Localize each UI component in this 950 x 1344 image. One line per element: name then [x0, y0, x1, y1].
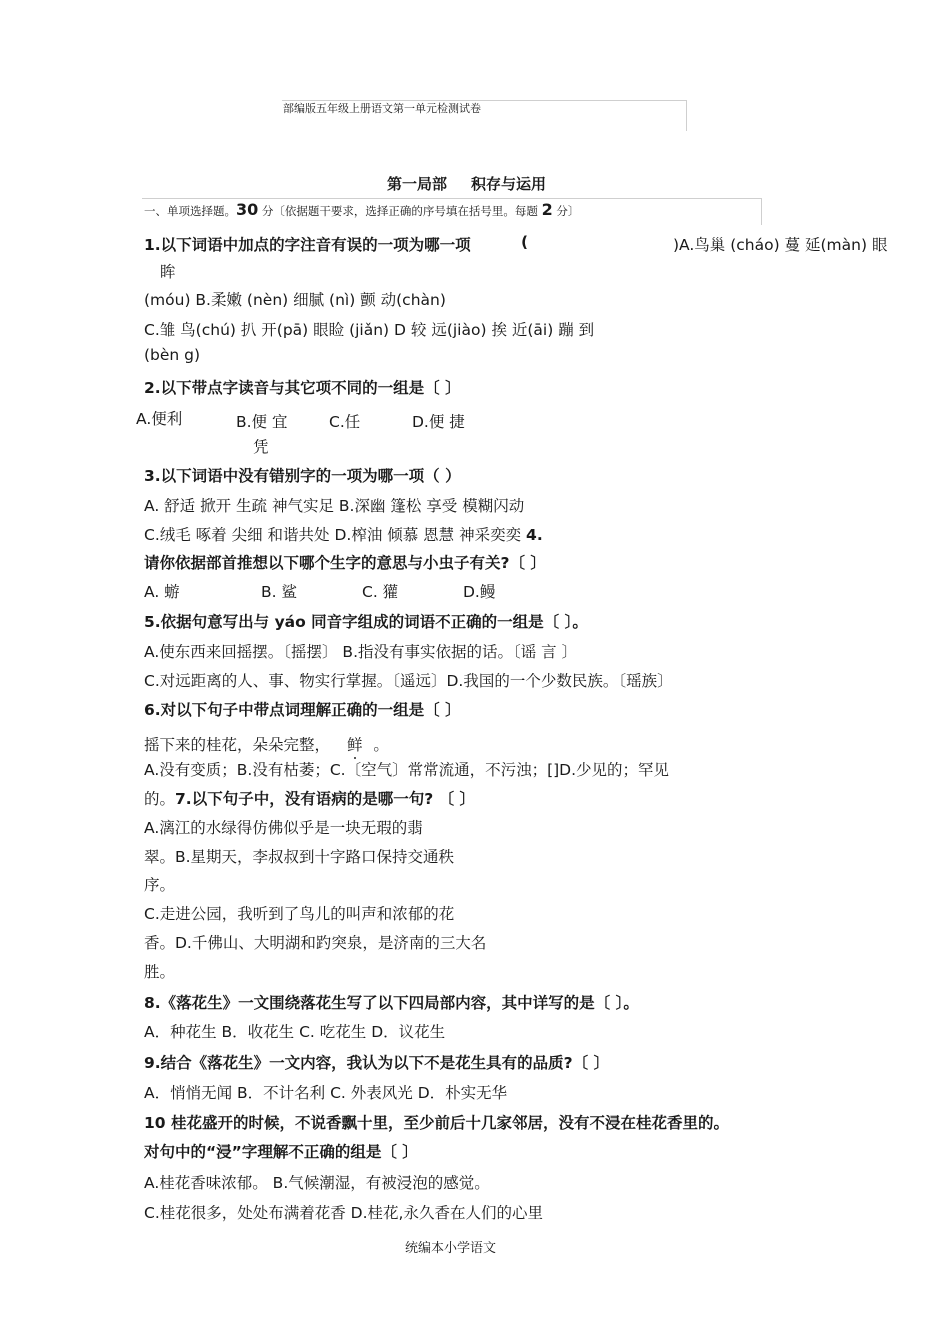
q2-option-d: D.便 捷	[412, 413, 465, 431]
part-title	[387, 173, 546, 194]
q9-stem: 9.结合《落花生》一文内容，我认为以下不是花生具有的品质?〔 〕	[144, 1054, 610, 1072]
q8-options: A．种花生 B．收花生 C. 吃花生 D．议花生	[144, 1023, 446, 1041]
q3-options-ab: A. 舒适 掀开 生疏 神气实足 B.深幽 篷松 享受 模糊闪动	[144, 497, 525, 515]
q7-line-5: 香。D.千佛山、大明湖和趵突泉，是济南的三大名	[144, 934, 487, 952]
q1-option-a: )A.鸟巢 (cháo) 蔓 延(màn) 眼	[673, 236, 888, 254]
q2-option-b: B.便 宜	[236, 413, 288, 431]
q4-stem: 请你依据部首推想以下哪个生字的意思与小虫子有关?〔 〕	[144, 554, 546, 572]
q6-sentence: 摇下来的桂花，朵朵完整， 鲜 。	[144, 736, 389, 754]
q5-options-cd: C.对远距离的人、事、物实行掌握。〔遥远〕D.我国的一个少数民族。〔瑶族〕	[144, 672, 673, 690]
q1-option-a-cont: 眸	[160, 263, 176, 281]
q4-number: 4.	[526, 526, 543, 544]
q1-option-c: C.雏 鸟(chú) 扒 开(pā) 眼睑 (jiǎn) D 较 远(jiào) 挨 近(āi) 蹦 到	[144, 321, 595, 339]
q1-option-d: (bèn g)	[144, 346, 201, 364]
q7-line-2: 翠。B.星期天，李叔叔到十字路口保持交通秩	[144, 848, 455, 866]
q3-options-cd: C.绒毛 啄着 尖细 和谐共处 D.榨油 倾慕 恩慧 神采奕奕 4.	[144, 526, 543, 544]
q2-option-b-cont: 凭	[253, 438, 269, 456]
q2-option-c: C.任	[329, 413, 361, 431]
q7-stem: 7.以下句子中，没有语病的是哪一句? 〔 〕	[175, 790, 475, 808]
q1-stem: 1.以下词语中加点的字注音有误的一项为哪一项	[144, 236, 471, 254]
q5-options-ab: A.使东西来回摇摆。〔摇摆〕 B.指没有事实依据的话。〔谣 言 〕	[144, 643, 578, 661]
q6-stem: 6.对以下句子中带点词理解正确的一组是〔 〕	[144, 701, 461, 719]
q7-line-3: 序。	[144, 876, 176, 894]
q7-line-6: 胜。	[144, 963, 176, 981]
q6-options: A.没有变质；B.没有枯萎；C.〔空气〕常常流通，不污浊；[]D.少见的；罕见	[144, 761, 670, 779]
q10-stem-cont: 对句中的“浸”字理解不正确的组是〔 〕	[144, 1143, 418, 1161]
q9-options: A．悄悄无闻 B．不计名利 C. 外表风光 D．朴实无华	[144, 1084, 508, 1102]
q7-line-1: A.漓江的水绿得仿佛似乎是一块无瑕的翡	[144, 819, 423, 837]
q5-stem: 5.依据句意写出与 yáo 同音字组成的词语不正确的一组是〔 〕。	[144, 613, 588, 631]
section-instruction: 一、单项选择题。30 分〔依据题干要求，选择正确的序号填在括号里。每题 2 分〕	[144, 200, 580, 219]
q1-paren: (	[521, 233, 529, 251]
q10-options-ab: A.桂花香味浓郁。 B.气候潮湿，有被浸泡的感觉。	[144, 1174, 490, 1192]
section-each-score: 2	[541, 200, 553, 219]
header-title: 部编版五年级上册语文第一单元检测试卷	[283, 102, 481, 115]
q2-option-a: A.便利	[136, 410, 183, 428]
q2-stem: 2.以下带点字读音与其它项不同的一组是〔 〕	[144, 379, 461, 397]
q4-option-b: B. 鲨	[261, 583, 297, 601]
q1-option-b: (móu) B.柔嫩 (nèn) 细腻 (nì) 颤 动(chàn)	[144, 291, 446, 309]
q10-options-cd: C.桂花很多，处处布满着花香 D.桂花,永久香在人们的心里	[144, 1204, 543, 1222]
page-footer: 统编本小学语文	[405, 1241, 497, 1256]
q3-stem: 3.以下词语中没有错别字的一项为哪一项（ ）	[144, 467, 461, 485]
q6-dotted-char: 鲜	[346, 736, 363, 754]
q6-options-cont: 的。7.以下句子中，没有语病的是哪一句? 〔 〕	[144, 790, 475, 808]
q4-option-d: D.鳗	[463, 583, 496, 601]
q8-stem: 8.《落花生》一文围绕落花生写了以下四局部内容，其中详写的是〔 〕。	[144, 994, 639, 1012]
q10-stem: 10 桂花盛开的时候，不说香飘十里，至少前后十几家邻居，没有不浸在桂花香里的。	[144, 1114, 729, 1132]
part-title-right: 积存与运用	[471, 175, 547, 193]
q4-option-a: A. 蝣	[144, 583, 180, 601]
part-title-left: 第一局部	[387, 175, 448, 193]
section-score: 30	[236, 200, 259, 219]
q4-option-c: C. 獾	[362, 583, 399, 601]
q7-line-4: C.走进公园，我听到了鸟儿的叫声和浓郁的花	[144, 905, 455, 923]
